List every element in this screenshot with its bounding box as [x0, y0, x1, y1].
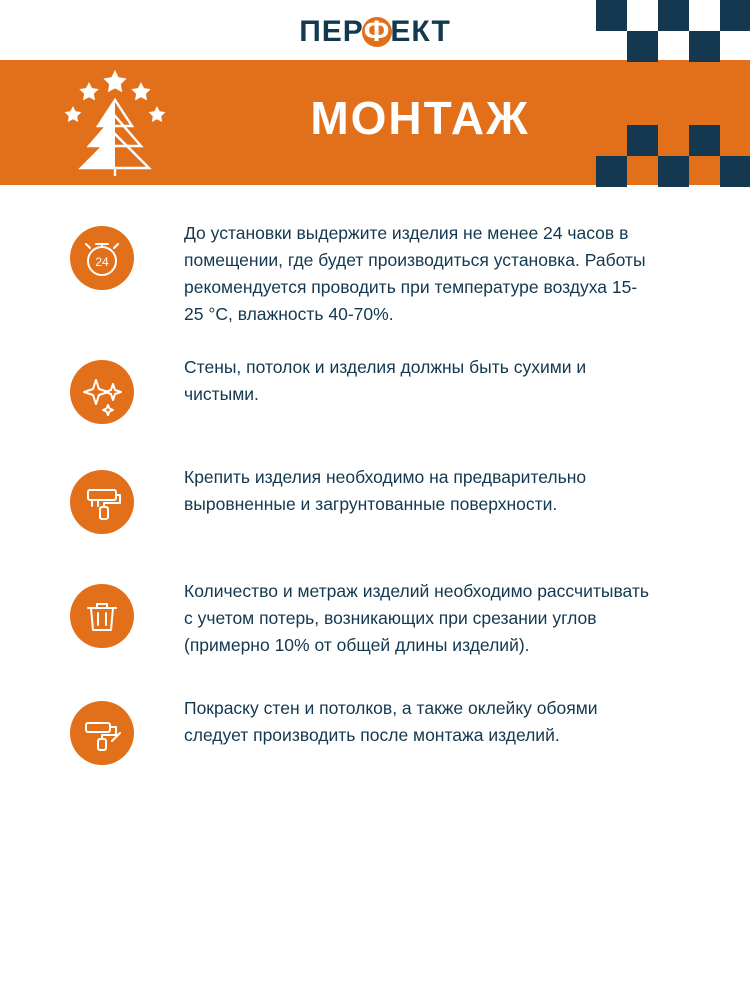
- list-item: [0, 220, 750, 328]
- list-item-text: Покраску стен и потолков, а также оклейку обоями следует производить после монтажа изделий.: [184, 698, 598, 745]
- list-item: [0, 578, 750, 659]
- paint-roller-icon: [70, 470, 134, 534]
- list-item-text: До установки выдержите изделия не менее 24 часов в помещении, где будет производиться установка. Работы рекомендуется проводить при температуре воздуха 15-25 °C, влажность 40-70%.: [184, 223, 646, 324]
- list-item: [0, 354, 750, 424]
- list-item-text: Количество и метраж изделий необходимо рассчитывать с учетом потерь, возникающих при срезании углов (примерно 10% от общей длины изделий).: [184, 581, 650, 655]
- brand-name-dot: Ф: [363, 15, 391, 48]
- page-title: МОНТАЖ: [310, 92, 530, 144]
- paint-roller-brush-icon: [70, 701, 134, 765]
- list-item-text: Крепить изделия необходимо на предварительно выровненные и загрунтованные поверхности.: [184, 467, 587, 514]
- checker-decoration-top: [596, 0, 750, 62]
- christmas-tree-stars-icon: [55, 70, 175, 180]
- brand-name-part2: ЕКТ: [390, 15, 451, 48]
- steps-list: [0, 220, 750, 775]
- stopwatch-24h-icon: [70, 226, 134, 290]
- svg-text:24: 24: [95, 255, 109, 269]
- sparkle-clean-icon: [70, 360, 134, 424]
- brand-name-part1: ПЕР: [299, 15, 364, 48]
- list-item-text: Стены, потолок и изделия должны быть сухими и чистыми.: [184, 357, 587, 404]
- trash-bin-icon: [70, 584, 134, 648]
- list-item: [0, 464, 750, 534]
- list-item: [0, 695, 750, 765]
